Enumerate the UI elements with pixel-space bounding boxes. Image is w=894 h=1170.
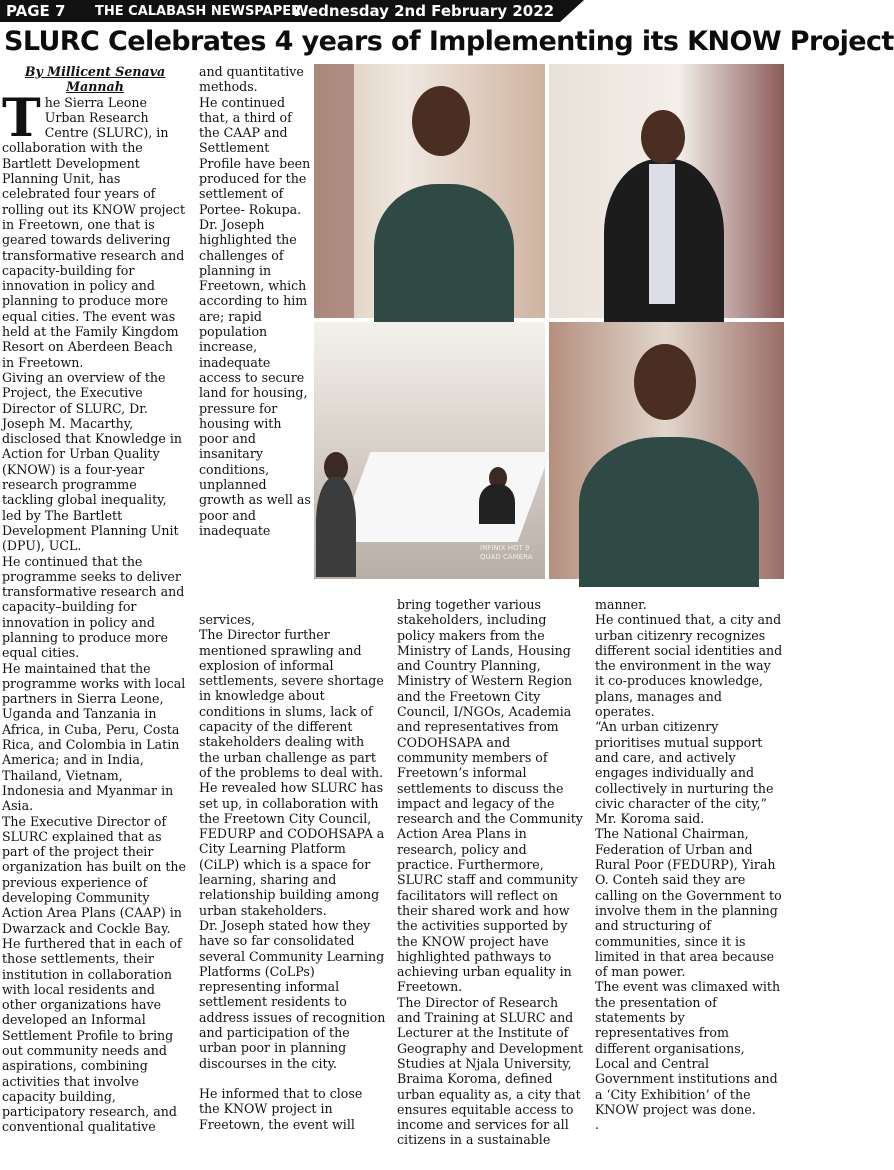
paragraph: and quantitative methods. xyxy=(199,64,304,95)
paragraph: He informed that to close the KNOW project in Freetown, the event will xyxy=(199,1085,363,1132)
paragraph: The National Chairman, Federation of Urban and Rural Poor (FEDURP), Yirah O. Conteh said they are calling on the Government to involve them in the planning and structuring of communities, since it is limited in that area because of man power. xyxy=(595,826,782,980)
photo-speaker-closeup xyxy=(549,322,784,579)
drop-cap: T xyxy=(2,87,41,149)
paragraph: . xyxy=(595,1117,600,1133)
paragraph: He continued that, a third of the CAAP and Settlement Profile have been produced for the settlement of Portee- Rokupa. Dr. Joseph highlighted the challenges of planning in Freetown, which according to him are; rapid population increase, inadequate access to secure land for housing, pressure for housing with poor and insanitary conditions, unplanned growth as well as poor and inadequate xyxy=(199,94,311,538)
article-column-1 xyxy=(2,64,188,1135)
paragraph: He revealed how SLURC has set up, in collaboration with the Freetown City Council, FEDURP and CODOHSAPA a City Learning Platform (CiLP) which is a space for learning, sharing and relationship building among urban stakeholders. xyxy=(199,780,385,918)
paragraph: He continued that, a city and urban citizenry recognizes different social identities and the environment in the way it co-produces knowledge, plans, manages and operates. xyxy=(595,612,783,720)
issue-date: Wednesday 2nd February 2022 xyxy=(292,2,555,20)
paragraph: The Director of Research and Training at SLURC and Lecturer at the Institute of Geography and Development Studies at Njala University, Braima Koroma, defined urban equality as, a city that ensures equitable access to income and services for all citizens in a sustainable xyxy=(397,994,584,1148)
paragraph: bring together various stakeholders, including policy makers from the Ministry of Lands, Housing and Country Planning, Ministry of Western Region and the Freetown City Council, I/NGOs, Academia and representatives from CODOHSAPA and community members of Freetown’s informal settlements to discuss the impact and legacy of the research and the Community Action Area Plans in research, policy and practice. Furthermore, SLURC staff and community facilitators will reflect on their shared work and how the activities supported by the KNOW project have highlighted pathways to achieving urban equality in Freetown. xyxy=(397,597,583,995)
paragraph: He continued that the programme seeks to deliver transformative research and capacity–building for innovation in policy and planning to produce more equal cities. xyxy=(2,553,185,661)
paragraph: The Executive Director of SLURC explained that as part of the project their organization has built on the previous experience of developing Community Action Area Plans (CAAP) in Dwarzack and Cockle Bay. He furthered that in each of those settlements, their institution in collaboration with local residents and other organizations have developed an Informal Settlement Profile to bring out community needs and aspirations, combining activities that involve capacity building, participatory research, and conventional qualitative xyxy=(2,813,186,1135)
page-number: PAGE 7 xyxy=(6,2,66,20)
paragraph: The Director further mentioned sprawling and explosion of informal settlements, severe shortage in knowledge about conditions in slums, lack of capacity of the different stakeholders dealing with the urban challenge as part of the problems to deal with. xyxy=(199,627,384,780)
photo-collage xyxy=(314,64,784,579)
article-column-2-top xyxy=(199,64,311,538)
camera-watermark xyxy=(480,544,533,562)
paragraph: manner. xyxy=(595,597,647,612)
photo-workshop-audience xyxy=(314,322,545,579)
masthead-arrow-shape xyxy=(560,0,584,22)
masthead-bar xyxy=(0,0,787,22)
watermark-line: INFINIX HOT 9 xyxy=(480,544,530,552)
paragraph: He maintained that the programme works with local partners in Sierra Leone, Uganda and Tanzania in Africa, in Cuba, Peru, Costa Rica, and Colombia in Latin America; and in India, Thailand, Vietnam, Indonesia and Myanmar in Asia. xyxy=(2,660,186,814)
paragraph: The event was climaxed with the presentation of statements by representatives from different organisations, Local and Central Government institutions and a ‘City Exhibition’ of the KNOW project was done. xyxy=(595,979,781,1117)
photo-man-in-suit xyxy=(549,64,784,318)
article-column-3 xyxy=(397,597,585,1148)
article-column-4 xyxy=(595,597,783,1132)
photo-speaker-standing xyxy=(314,64,545,318)
newspaper-name: THE CALABASH NEWSPAPER xyxy=(95,4,302,19)
paragraph: Giving an overview of the Project, the Executive Director of SLURC, Dr. Joseph M. Macarthy, disclosed that Knowledge in Action for Urban Quality (KNOW) is a four-year research programme tackling global inequality, led by The Bartlett Development Planning Unit (DPU), UCL. xyxy=(2,369,183,554)
byline: By Millicent Senava Mannah xyxy=(24,64,166,95)
watermark-line: QUAD CAMERA xyxy=(480,553,533,561)
paragraph-spacer xyxy=(199,1071,386,1086)
paragraph: “An urban citizenry prioritises mutual support and care, and actively engages individually and collectively in nurturing the civic character of the city,” Mr. Koroma said. xyxy=(595,719,774,827)
article-column-2-bottom xyxy=(199,612,386,1132)
paragraph: he Sierra Leone Urban Research Centre (SLURC), in collaboration with the Bartlett Development Planning Unit, has celebrated four years of rolling out its KNOW project in Freetown, one that is geared towards delivering transformative research and capacity-building for innovation in policy and planning to produce more equal cities. The event was held at the Family Kingdom Resort on Aberdeen Beach in Freetown. xyxy=(2,94,186,370)
article-headline: SLURC Celebrates 4 years of Implementing its KNOW Project xyxy=(4,26,894,57)
paragraph: services, xyxy=(199,612,256,627)
paragraph: Dr. Joseph stated how they have so far consolidated several Community Learning Platforms (CoLPs) representing informal settlement residents to address issues of recognition and participation of the urban poor in planning discourses in the city. xyxy=(199,917,386,1071)
